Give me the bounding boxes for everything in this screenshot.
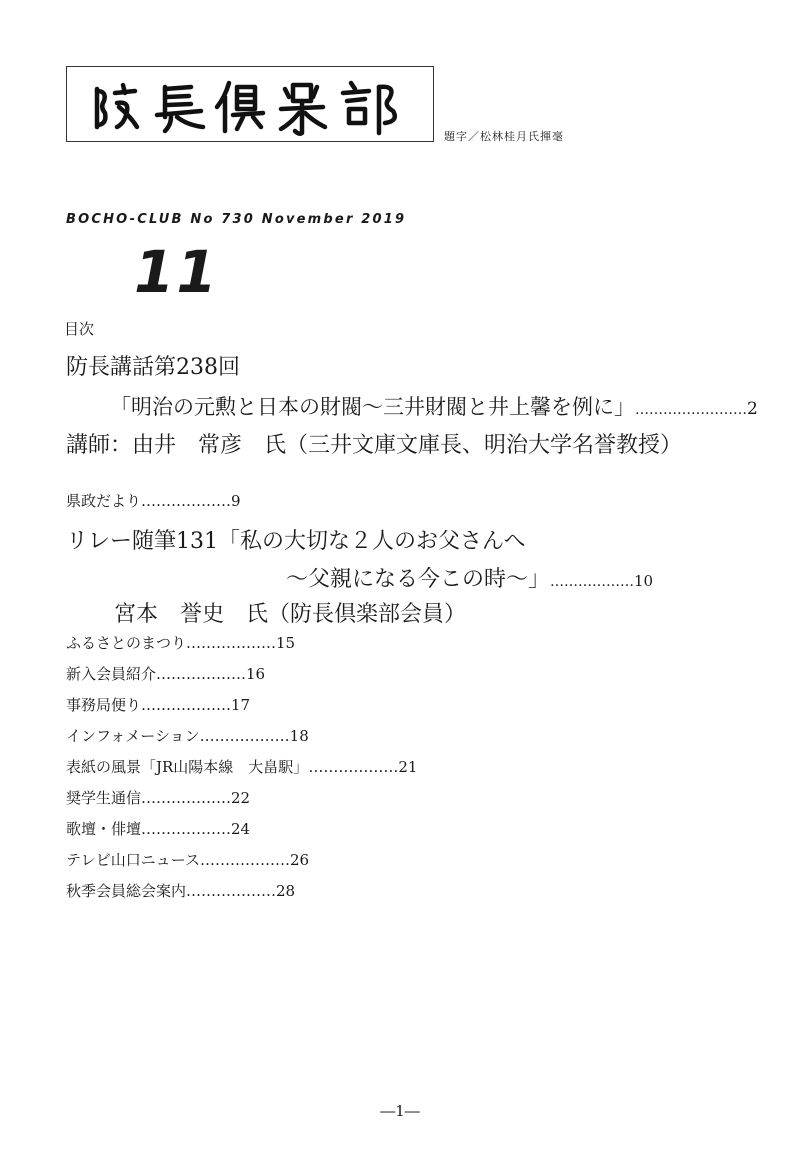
toc-item[interactable] [66,787,250,808]
leader-dots: ……………… [199,727,290,745]
leader-dots: ……………… [141,492,232,510]
toc-item-label: 奨学生通信 [66,789,142,807]
feature-talk-entry[interactable] [110,391,758,421]
leader-dots: ……………… [308,758,399,776]
calligrapher-credit: 題字／松林桂月氏揮毫 [444,130,564,143]
masthead-logo-box [66,66,434,142]
toc-item-label: 歌壇・俳壇 [66,820,142,838]
calligraphy-logo [67,67,432,140]
page-number: 28 [276,882,296,900]
page-number: 21 [398,758,418,776]
relay-essay-title-line2: ～父親になる今この時～」 [286,567,551,592]
leader-dots: ……………… [141,820,232,838]
toc-item-label: 表紙の風景「JR山陽本線 大畠駅」 [66,758,309,776]
footer-page-number: ―1― [380,1102,420,1120]
toc-item[interactable] [66,663,265,684]
toc-item[interactable] [66,756,417,777]
toc-item[interactable] [66,632,295,653]
page-number: 24 [231,820,251,838]
toc-item[interactable] [66,849,309,870]
toc-item-label: ふるさとのまつり [66,634,187,652]
relay-essay-entry[interactable] [286,562,653,593]
page-number: 17 [231,696,251,714]
page-number: 2 [747,399,758,419]
feature-speaker: 講師：由井 常彦 氏（三井文庫文庫長、明治大学名誉教授） [66,433,683,458]
relay-essay-title-line1[interactable]: リレー随筆131「私の大切な２人のお父さんへ [66,529,526,554]
relay-essay-author: 宮本 誉史 氏（防長倶楽部会員） [114,602,467,627]
leader-dots: ……………… [186,882,277,900]
toc-item-label: 事務局便り [66,696,142,714]
page-number: 26 [289,851,310,869]
toc-item-label: 県政だより [66,492,142,510]
feature-series-title: 防長講話第238回 [66,355,240,380]
toc-item-prefecture-news[interactable] [66,490,241,511]
toc-item[interactable] [66,694,250,715]
page-number: 10 [634,572,654,590]
page-number: 22 [231,789,251,807]
toc-item-label: 新入会員紹介 [66,665,157,683]
leader-dots: ……………… [141,789,232,807]
toc-item-label: 秋季会員総会案内 [66,882,187,900]
page-number: 16 [246,665,266,683]
leader-dots: ……………… [186,634,277,652]
toc-item-label: テレビ山口ニュース [66,851,200,869]
toc-item-label: インフォメーション [66,727,200,745]
leader-dots: ……………… [141,696,232,714]
issue-line: BOCHO-CLUB No 730 November 2019 [66,212,407,227]
page-number: 9 [231,492,241,510]
leader-dots: …………………… [635,402,747,418]
leader-dots: ……………… [550,574,635,590]
leader-dots: ……………… [199,851,290,869]
issue-month-number: 11 [134,238,219,306]
feature-talk-title: 「明治の元勲と日本の財閥～三井財閥と井上馨を例に」 [110,395,635,419]
leader-dots: ……………… [156,665,247,683]
toc-item[interactable] [66,818,250,839]
toc-item[interactable] [66,880,295,901]
page-number: 15 [276,634,296,652]
toc-label: 目次 [64,320,95,338]
toc-item[interactable] [66,725,309,746]
page-number: 18 [289,727,309,745]
